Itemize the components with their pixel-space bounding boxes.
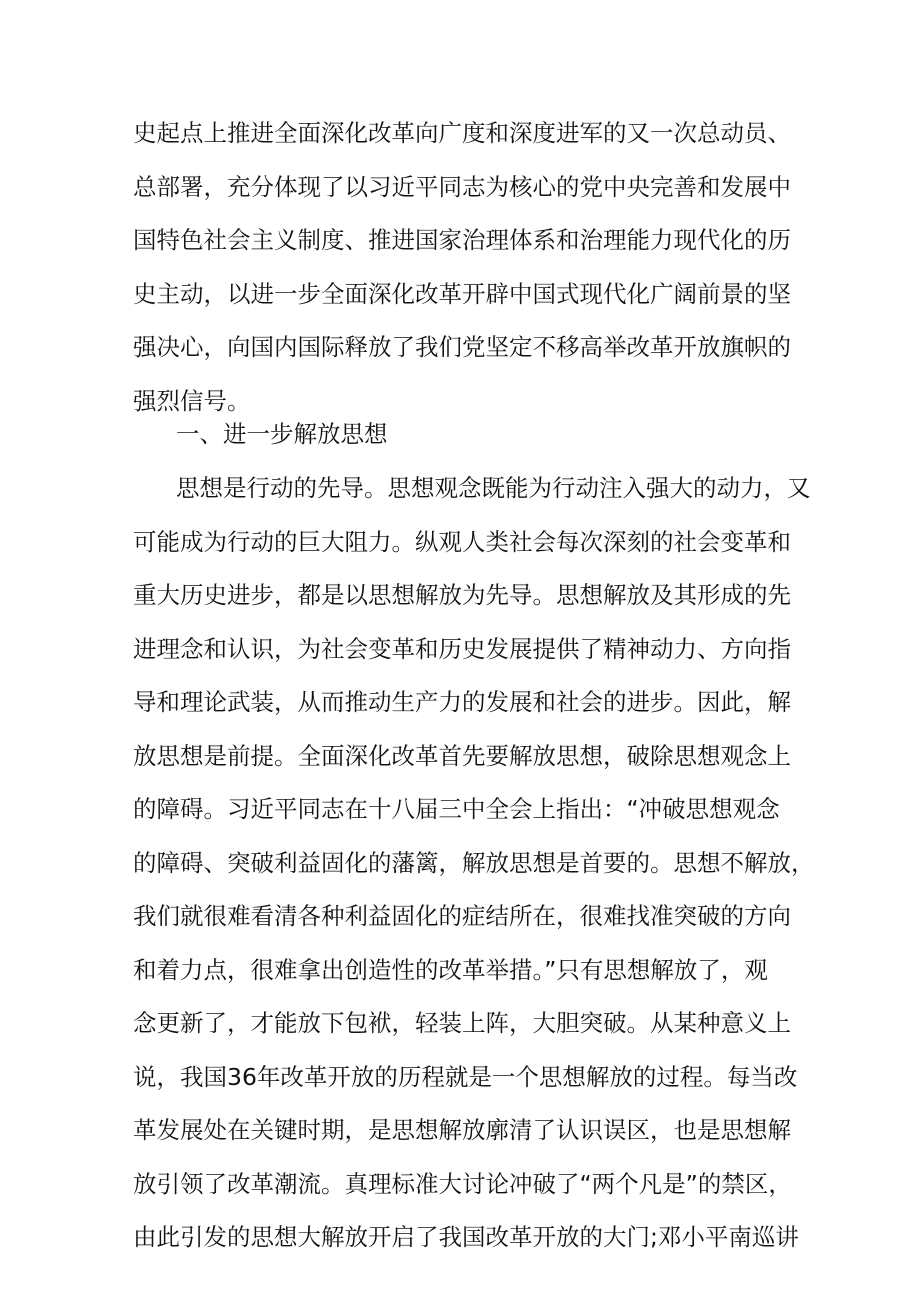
text-line: 我们就很难看清各种利益固化的症结所在，很难找准突破的方向 bbox=[133, 902, 791, 930]
text-line: 念更新了，才能放下包袱，轻装上阵，大胆突破。从某种意义上 bbox=[133, 1009, 791, 1037]
text-line: 思想是行动的先导。思想观念既能为行动注入强大的动力，又 bbox=[176, 474, 811, 502]
text-line: 放引领了改革潮流。真理标准大讨论冲破了“两个凡是”的禁区， bbox=[133, 1169, 792, 1198]
text-line: 强决心，向国内国际释放了我们党坚定不移高举改革开放旗帜的 bbox=[133, 333, 791, 361]
text-line: 说，我国36年改革开放的历程就是一个思想解放的过程。每当改 bbox=[133, 1062, 798, 1091]
text-line: 进理念和认识，为社会变革和历史发展提供了精神动力、方向指 bbox=[133, 634, 791, 663]
section-heading bbox=[176, 408, 836, 462]
text-line: 和着力点，很难拿出创造性的改革举措。”只有思想解放了，观 bbox=[133, 955, 768, 984]
heading-text: 一、进一步解放思想 bbox=[176, 420, 388, 448]
text-line: 可能成为行动的巨大阻力。纵观人类社会每次深刻的社会变革和 bbox=[133, 527, 791, 556]
text-line: 史主动，以进一步全面深化改革开辟中国式现代化广阔前景的坚 bbox=[133, 279, 791, 308]
text-line: 放思想是前提。全面深化改革首先要解放思想，破除思想观念上 bbox=[133, 741, 791, 770]
text-line: 总部署，充分体现了以习近平同志为核心的党中央完善和发展中 bbox=[133, 172, 791, 201]
text-line: 的障碍、突破利益固化的藩篱，解放思想是首要的。思想不解放， bbox=[133, 848, 815, 877]
paragraph-continuation bbox=[133, 107, 793, 428]
text-line: 重大历史进步，都是以思想解放为先导。思想解放及其形成的先 bbox=[133, 581, 791, 609]
text-line: 由此引发的思想大解放开启了我国改革开放的大门;邓小平南巡讲 bbox=[133, 1223, 799, 1251]
text-line: 的障碍。习近平同志在十八届三中全会上指出：“冲破思想观念 bbox=[133, 795, 780, 823]
text-line: 革发展处在关键时期，是思想解放廓清了认识误区，也是思想解 bbox=[133, 1116, 791, 1144]
text-line: 强烈信号。 bbox=[133, 386, 251, 415]
text-line: 导和理论武装，从而推动生产力的发展和社会的进步。因此，解 bbox=[133, 688, 791, 716]
paragraph-body bbox=[133, 462, 815, 1265]
text-line: 国特色社会主义制度、推进国家治理体系和治理能力现代化的历 bbox=[133, 226, 791, 254]
text-line: 史起点上推进全面深化改革向广度和深度进军的又一次总动员、 bbox=[133, 119, 791, 147]
